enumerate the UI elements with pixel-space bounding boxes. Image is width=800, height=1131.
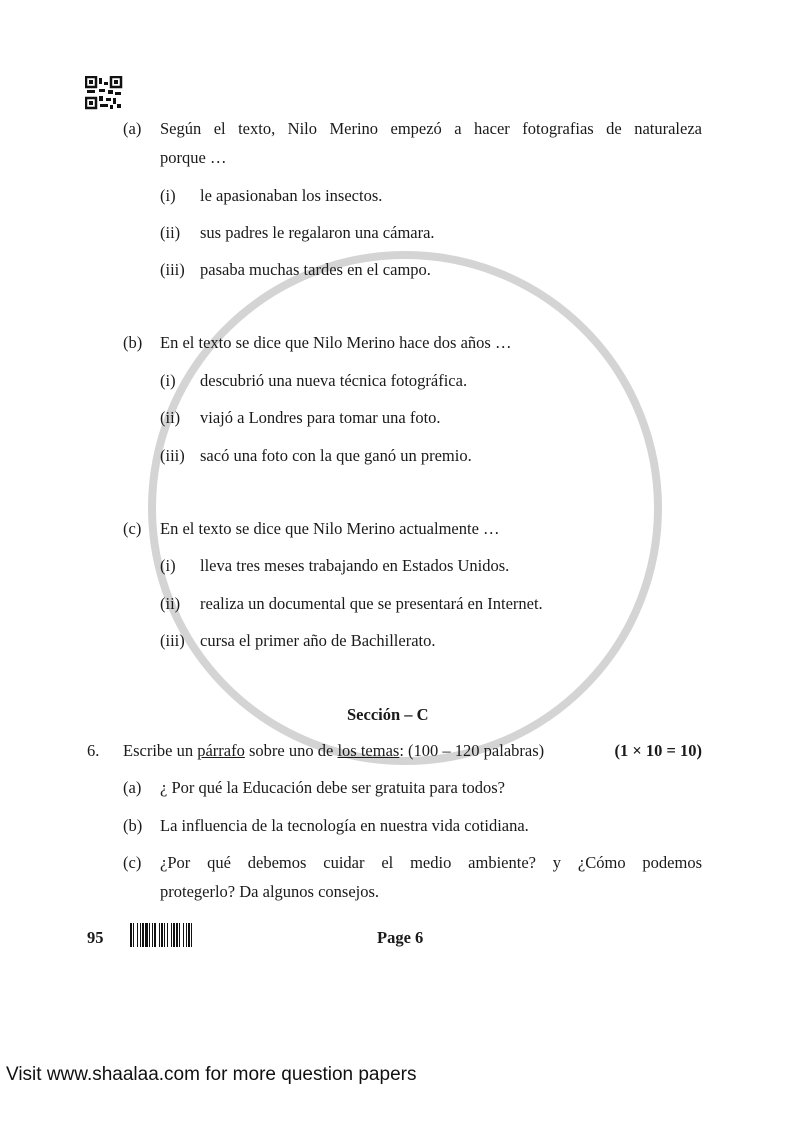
option-text: ¿Por qué debemos cuidar el medio ambiente? y ¿Cómo podemos (160, 853, 702, 872)
barcode-bar (142, 923, 144, 947)
option-text: sacó una foto con la que ganó un premio. (200, 446, 472, 465)
barcode-bar (161, 923, 163, 947)
option-label: (i) (160, 371, 176, 390)
option-label: (iii) (160, 631, 185, 650)
option-text: La influencia de la tecnología en nuestra vida cotidiana. (160, 816, 529, 835)
qr-code-icon (85, 76, 123, 110)
question-a-text-cont: porque … (160, 148, 227, 167)
option-text-cont: protegerlo? Da algunos consejos. (160, 882, 380, 901)
question-b-label: (b) (123, 333, 143, 352)
question-6-text: Escribe un párrafo sobre uno de los temas: (100 – 120 palabras) (123, 741, 545, 760)
option-label: (i) (160, 186, 176, 205)
question-b-text: En el texto se dice que Nilo Merino hace dos años … (160, 333, 512, 352)
barcode-bar (171, 923, 172, 947)
barcode-bar (164, 923, 165, 947)
barcode-bar (133, 923, 134, 947)
option-label: (i) (160, 556, 176, 575)
barcode-bar (149, 923, 150, 947)
option-text: cursa el primer año de Bachillerato. (200, 631, 436, 650)
barcode-bar (186, 923, 187, 947)
barcode-icon (130, 923, 256, 947)
barcode-bar (183, 923, 184, 947)
barcode-bar (154, 923, 156, 947)
question-6-number: 6. (87, 741, 100, 760)
option-text: sus padres le regalaron una cámara. (200, 223, 435, 242)
option-label: (iii) (160, 446, 185, 465)
barcode-bar (145, 923, 148, 947)
barcode-bar (179, 923, 180, 947)
barcode-bar (130, 923, 132, 947)
barcode-bar (173, 923, 175, 947)
barcode-bar (188, 923, 190, 947)
barcode-bar (159, 923, 160, 947)
option-label: (ii) (160, 223, 181, 242)
option-text: descubrió una nueva técnica fotográfica. (200, 371, 468, 390)
question-c-text: En el texto se dice que Nilo Merino actualmente … (160, 519, 500, 538)
option-text: lleva tres meses trabajando en Estados Unidos. (200, 556, 510, 575)
barcode-bar (191, 923, 192, 947)
option-text: le apasionaban los insectos. (200, 186, 383, 205)
barcode-bar (137, 923, 138, 947)
question-c-label: (c) (123, 519, 142, 538)
option-text: viajó a Londres para tomar una foto. (200, 408, 441, 427)
option-label: (iii) (160, 260, 185, 279)
visit-banner-text: Visit www.shaalaa.com for more question papers (6, 1064, 417, 1085)
question-a-label: (a) (123, 119, 142, 138)
option-label: (ii) (160, 408, 181, 427)
barcode-bar (152, 923, 153, 947)
option-label: (ii) (160, 594, 181, 613)
barcode-bar (140, 923, 141, 947)
barcode-bar (167, 923, 168, 947)
page-number: Page 6 (377, 928, 424, 947)
option-label: (c) (123, 853, 142, 872)
option-text: ¿ Por qué la Educación debe ser gratuita para todos? (160, 778, 505, 797)
question-a-text: Según el texto, Nilo Merino empezó a hacer fotografias de naturaleza (160, 119, 702, 138)
question-6-marks: (1 × 10 = 10) (614, 741, 702, 760)
section-heading: Sección – C (347, 705, 429, 724)
barcode-bar (176, 923, 178, 947)
paper-code: 95 (87, 928, 104, 947)
option-text: pasaba muchas tardes en el campo. (200, 260, 431, 279)
option-text: realiza un documental que se presentará en Internet. (200, 594, 543, 613)
option-label: (a) (123, 778, 142, 797)
option-label: (b) (123, 816, 143, 835)
